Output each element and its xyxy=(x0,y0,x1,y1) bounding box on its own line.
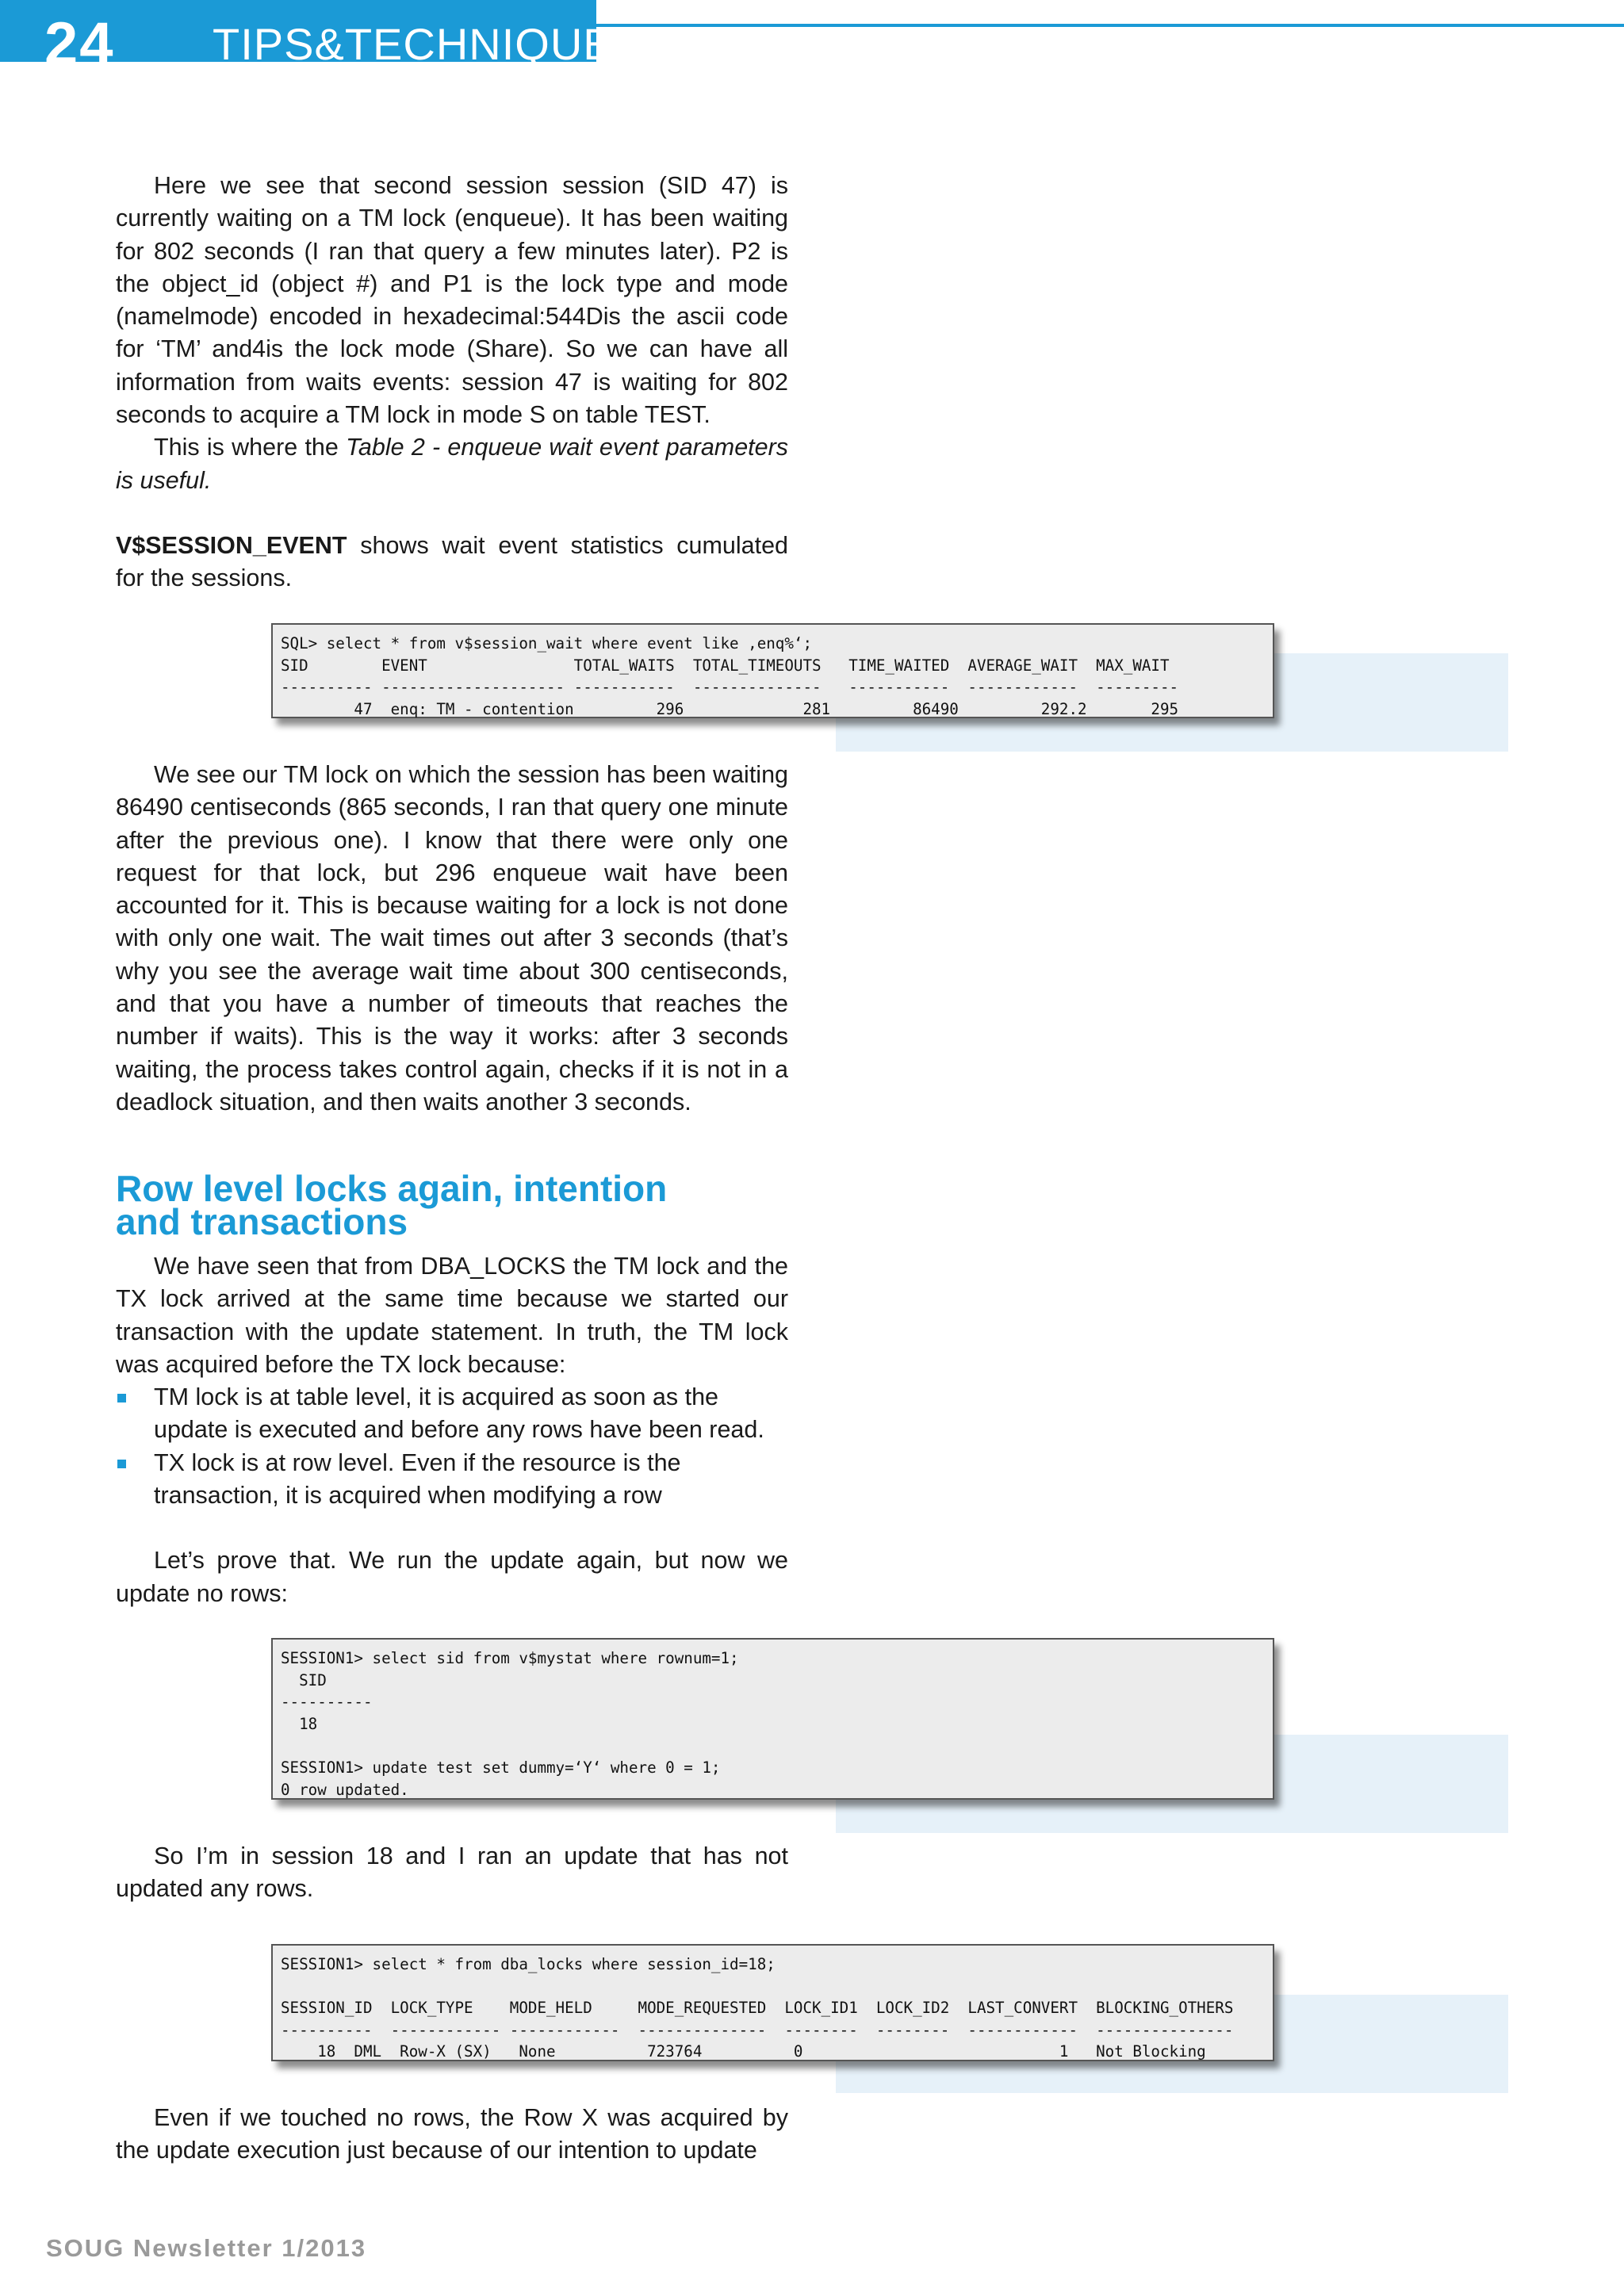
code-1-line-1: SQL> select * from v$session_wait where event like ‚enq%‘; xyxy=(281,634,813,652)
body-block-2 xyxy=(116,759,788,1119)
section-heading-line-1: Row level locks again, intention xyxy=(116,1168,668,1209)
code-2-line-1: SESSION1> select sid from v$mystat where rownum=1; xyxy=(281,1649,739,1667)
code-3-line-1: SESSION1> select * from dba_locks where session_id=18; xyxy=(281,1955,776,1973)
section-heading-line-2: and transactions xyxy=(116,1201,408,1242)
footer-newsletter-label: SOUG Newsletter 1/2013 xyxy=(46,2234,367,2262)
code-box-1 xyxy=(271,623,1274,718)
intro-block xyxy=(116,170,788,595)
bullet-square-icon xyxy=(117,1460,126,1468)
intro-paragraph-3-rest: shows wait event statistics cumulated for the sessions. xyxy=(116,531,788,592)
session-event-term: V$SESSION_EVENT xyxy=(116,531,347,559)
code-2-line-5 xyxy=(281,1735,1273,1757)
code-2-line-7: 0 row updated. xyxy=(281,1780,409,1799)
page-number: 24 xyxy=(44,10,115,78)
body-4-paragraph: So I’m in session 18 and I ran an update that has not updated any rows. xyxy=(116,1843,788,1903)
bullet-item-2 xyxy=(116,1447,788,1513)
bullet-item-2-text: TX lock is at row level. Even if the resource is the transaction, it is acquired when modifying a row xyxy=(154,1448,681,1510)
code-2-line-6: SESSION1> update test set dummy=‘Y‘ where 0 = 1; xyxy=(281,1758,721,1777)
section-heading xyxy=(116,1168,829,1242)
intro-paragraph-2-prefix: This is where the xyxy=(154,434,347,461)
body-3-paragraph-2: Let’s prove that. We run the update again, but now we update no rows: xyxy=(116,1547,788,1607)
code-2-line-2: SID xyxy=(281,1670,327,1689)
code-1-line-4: 47 enq: TM - contention 296 281 86490 292.2 295 xyxy=(281,699,1179,718)
code-2-line-3: ---------- xyxy=(281,1693,373,1712)
body-block-3 xyxy=(116,1250,788,1610)
body-block-4 xyxy=(116,1840,788,1906)
body-3-paragraph-1: We have seen that from DBA_LOCKS the TM lock and the TX lock arrived at the same time because we started our transaction with the update statement. In truth, the TM lock was acquired before the TX lock because: xyxy=(116,1253,788,1378)
code-2-line-4: 18 xyxy=(281,1714,318,1733)
body-2-paragraph: We see our TM lock on which the session has been waiting 86490 centiseconds (865 seconds, I ran that query one minute after the previous one). I know that there were only one request for that lock, but 296 enqueue wait have been accounted for it. This is because waiting for a lock is not done with only one wait. The wait times out after 3 seconds (that’s why you see the average wait time about 300 centiseconds, and that you have a number of timeouts that reaches the number if waits). This is the way it works: after 3 seconds waiting, the process takes control again, checks if it is not in a deadlock situation, and then waits another 3 seconds. xyxy=(116,761,788,1115)
code-box-3 xyxy=(271,1944,1274,2061)
intro-paragraph-3 xyxy=(116,530,788,595)
code-3-line-4: ---------- ------------ ------------ -------------- -------- -------- ------------ --------------- xyxy=(281,2020,1234,2039)
section-title: TIPS&TECHNIQUES xyxy=(213,19,644,69)
code-box-2 xyxy=(271,1638,1274,1800)
code-1-line-2: SID EVENT TOTAL_WAITS TOTAL_TIMEOUTS TIME_WAITED AVERAGE_WAIT MAX_WAIT xyxy=(281,656,1170,675)
body-5-paragraph: Even if we touched no rows, the Row X was acquired by the update execution just because of our intention to update xyxy=(116,2104,788,2164)
intro-paragraph-1: Here we see that second session session (SID 47) is currently waiting on a TM lock (enqueue). It has been waiting for 802 seconds (I ran that query a few minutes later). P2 is the object_id (object #) and P1 is the lock type and mode (namelmode) encoded in hexadecimal:544Dis the ascii code for ‘TM’ and4is the lock mode (Share). So we can have all information from waits events: session 47 is waiting for 802 seconds to acquire a TM lock in mode S on table TEST. xyxy=(116,172,788,429)
bullet-square-icon xyxy=(117,1394,126,1402)
bullet-item-1 xyxy=(116,1381,788,1447)
bullet-list xyxy=(116,1381,788,1512)
intro-paragraph-2-italic: Table 2 - enqueue wait event parameters is useful. xyxy=(116,434,789,494)
code-3-line-2 xyxy=(281,1976,1273,1998)
intro-paragraph-2 xyxy=(116,431,788,497)
header-rule xyxy=(596,24,1624,27)
code-3-line-3: SESSION_ID LOCK_TYPE MODE_HELD MODE_REQUESTED LOCK_ID1 LOCK_ID2 LAST_CONVERT BLOCKING_OTHERS xyxy=(281,1999,1234,2018)
body-block-5 xyxy=(116,2102,788,2168)
bullet-item-1-text: TM lock is at table level, it is acquired as soon as the update is executed and before any rows have been read. xyxy=(154,1383,764,1444)
code-3-line-5: 18 DML Row-X (SX) None 723764 0 1 Not Blocking xyxy=(281,2042,1206,2061)
code-1-line-3: ---------- -------------------- ----------- -------------- ----------- ------------ --------- xyxy=(281,678,1179,697)
